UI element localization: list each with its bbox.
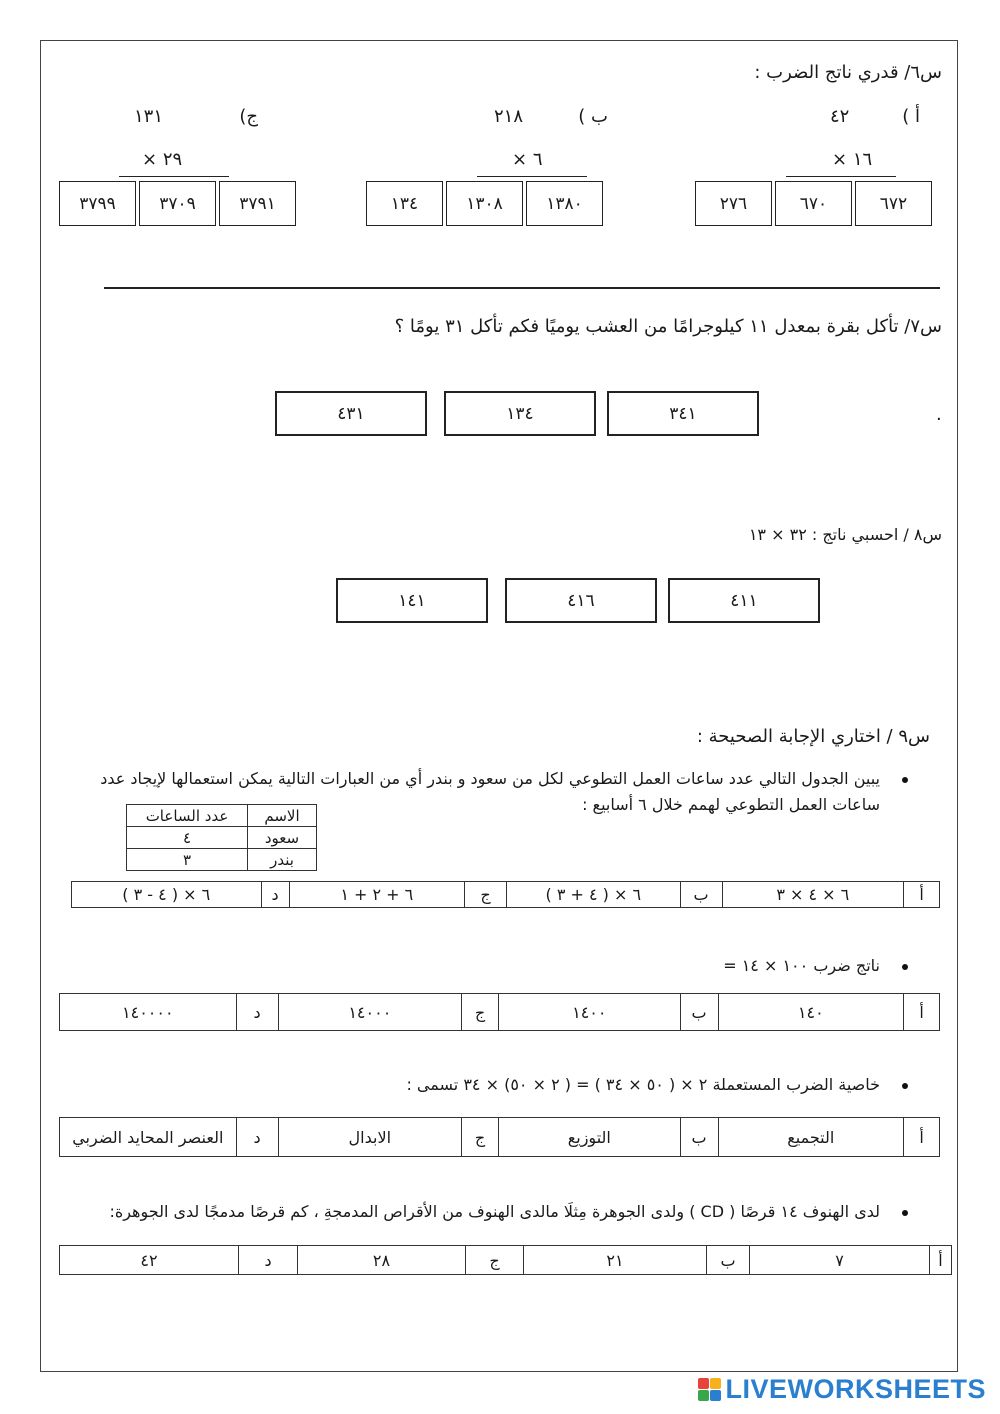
q7-option-2[interactable]: ١٣٤ xyxy=(444,391,596,436)
q6-b-option-1[interactable]: ١٣٨٠ xyxy=(526,181,603,226)
q9-item1-line2: ساعات العمل التطوعي لهمم خلال ٦ أسابيع : xyxy=(582,795,880,814)
q9-item3-bullet xyxy=(902,1083,908,1089)
q9-item3-option-a[interactable]: التجميع xyxy=(718,1118,904,1156)
q9-item1-label-b: ب xyxy=(680,882,722,907)
q6-b-letter: ب ) xyxy=(578,106,608,127)
q8-title: س٨ / احسبي ناتج : ٣٢ × ١٣ xyxy=(748,525,942,544)
hours-table-header-hours: عدد الساعات xyxy=(127,805,248,827)
q9-item3-label-d: د xyxy=(236,1118,278,1156)
q9-item2-option-a[interactable]: ١٤٠ xyxy=(718,994,904,1030)
q9-item2-options xyxy=(59,993,940,1031)
q9-item3-label-c: ج xyxy=(461,1118,498,1156)
q9-item4-option-d[interactable]: ٤٢ xyxy=(140,1250,158,1270)
hours-table-cell: ٣ xyxy=(127,849,248,871)
hours-table-cell: بندر xyxy=(248,849,317,871)
q9-item1-label-d: د xyxy=(261,882,289,907)
q9-item4-option-c[interactable]: ٢٨ xyxy=(297,1246,465,1274)
q7-dot: . xyxy=(936,404,942,425)
q6-c-option-1[interactable]: ٣٧٩١ xyxy=(219,181,296,226)
q9-item4-option-b[interactable]: ٢١ xyxy=(523,1246,706,1274)
q9-item1-label-c: ج xyxy=(464,882,506,907)
q9-item3-label-b: ب xyxy=(680,1118,718,1156)
q6-a-option-3[interactable]: ٢٧٦ xyxy=(695,181,772,226)
q6-title: س٦/ قدري ناتج الضرب : xyxy=(754,62,942,83)
q9-item2-label-a: أ xyxy=(903,994,939,1030)
liveworksheets-logo[interactable] xyxy=(698,1374,986,1405)
q6-a-option-1[interactable]: ٦٧٢ xyxy=(855,181,932,226)
q9-item1-line1: يبين الجدول التالي عدد ساعات العمل التطوعي لكل من سعود و بندر أي من العبارات التالية يمكن استعمالها لإيجاد عدد xyxy=(100,769,880,788)
q6-c-bottom: × ٢٩ xyxy=(142,149,183,170)
q6-b-option-2[interactable]: ١٣٠٨ xyxy=(446,181,523,226)
q6-c-letter: ج) xyxy=(239,106,258,127)
hours-table-header-name: الاسم xyxy=(248,805,317,827)
q9-item4-label-c: ج xyxy=(465,1246,523,1274)
q6-b-option-3[interactable]: ١٣٤ xyxy=(366,181,443,226)
q7-option-3[interactable]: ٤٣١ xyxy=(275,391,427,436)
section-divider xyxy=(104,287,940,289)
q9-item2-option-d[interactable]: ١٤٠٠٠٠ xyxy=(122,1002,174,1022)
page-border xyxy=(40,40,958,1372)
q6-c-option-2[interactable]: ٣٧٠٩ xyxy=(139,181,216,226)
logo-square-blue xyxy=(710,1390,721,1401)
q9-item4-option-a[interactable]: ٧ xyxy=(749,1246,929,1274)
q8-option-3[interactable]: ١٤١ xyxy=(336,578,488,623)
q9-item2-bullet xyxy=(902,964,908,970)
q6-b-top: ٢١٨ xyxy=(494,106,524,127)
q9-item4-label-d: د xyxy=(238,1246,297,1274)
q6-c-top: ١٣١ xyxy=(134,106,164,127)
q9-item4-options xyxy=(59,1245,952,1275)
q6-c-line xyxy=(119,176,229,177)
q9-item2-label-b: ب xyxy=(680,994,718,1030)
q9-item4-text: لدى الهنوف ١٤ قرصًا ( CD ) ولدى الجوهرة مِثلَا مالدى الهنوف من الأقراص المدمجةِ ، كم قرصًا مدمجًا لدى الجوهرة: xyxy=(109,1202,880,1221)
q7-title: س٧/ تأكل بقرة بمعدل ١١ كيلوجرامًا من العشب يوميًا فكم تأكل ٣١ يومًا ؟ xyxy=(394,316,942,337)
q9-item1-option-d[interactable]: ٦ × ( ٤ - ٣ ) xyxy=(122,885,211,904)
q9-item4-label-a: أ xyxy=(929,1246,951,1274)
q7-option-1[interactable]: ٣٤١ xyxy=(607,391,759,436)
q6-c-option-3[interactable]: ٣٧٩٩ xyxy=(59,181,136,226)
hours-table-cell: سعود xyxy=(248,827,317,849)
hours-table xyxy=(126,804,317,871)
q6-a-bottom: × ١٦ xyxy=(832,149,873,170)
q6-a-letter: أ ) xyxy=(902,106,920,127)
q9-item3-text: خاصية الضرب المستعملة ٢ × ( ٥٠ × ٣٤ ) = ( ٢ × ٥٠) × ٣٤ تسمى : xyxy=(406,1075,880,1094)
logo-square-yellow xyxy=(710,1378,721,1389)
q9-item1-bullet xyxy=(902,777,908,783)
q9-item3-option-b[interactable]: التوزيع xyxy=(498,1118,680,1156)
q6-a-option-2[interactable]: ٦٧٠ xyxy=(775,181,852,226)
q9-item1-options xyxy=(71,881,940,908)
q6-a-line xyxy=(786,176,896,177)
q9-item3-label-a: أ xyxy=(903,1118,939,1156)
q6-b-line xyxy=(477,176,587,177)
q9-item2-option-b[interactable]: ١٤٠٠ xyxy=(498,994,680,1030)
q9-item2-option-c[interactable]: ١٤٠٠٠ xyxy=(278,994,462,1030)
q9-item4-label-b: ب xyxy=(706,1246,749,1274)
q6-b-bottom: × ٦ xyxy=(512,149,543,170)
q9-item4-bullet xyxy=(902,1210,908,1216)
q9-item1-label-a: أ xyxy=(903,882,939,907)
liveworksheets-logo-icon xyxy=(698,1378,721,1401)
q9-item3-options xyxy=(59,1117,940,1157)
liveworksheets-logo-text: LIVEWORKSHEETS xyxy=(725,1374,986,1404)
q9-item1-option-b[interactable]: ٦ × ( ٤ + ٣ ) xyxy=(506,882,680,907)
q9-item1-option-a[interactable]: ٦ × ٤ × ٣ xyxy=(722,882,904,907)
q9-item2-text: ناتج ضرب ١٠٠ × ١٤ = xyxy=(723,956,880,975)
q6-a-top: ٤٢ xyxy=(830,106,850,127)
q8-option-2[interactable]: ٤١٦ xyxy=(505,578,657,623)
hours-table-cell: ٤ xyxy=(127,827,248,849)
q9-item3-option-c[interactable]: الابدال xyxy=(278,1118,462,1156)
logo-square-red xyxy=(698,1378,709,1389)
q9-item1-option-c[interactable]: ٦ + ٢ + ١ xyxy=(289,882,465,907)
q9-item2-label-c: ج xyxy=(461,994,498,1030)
q8-option-1[interactable]: ٤١١ xyxy=(668,578,820,623)
q9-title: س٩ / اختاري الإجابة الصحيحة : xyxy=(696,726,930,747)
q9-item2-label-d: د xyxy=(236,994,278,1030)
logo-square-green xyxy=(698,1390,709,1401)
q9-item3-option-d[interactable]: العنصر المحايد الضربي xyxy=(72,1127,224,1147)
